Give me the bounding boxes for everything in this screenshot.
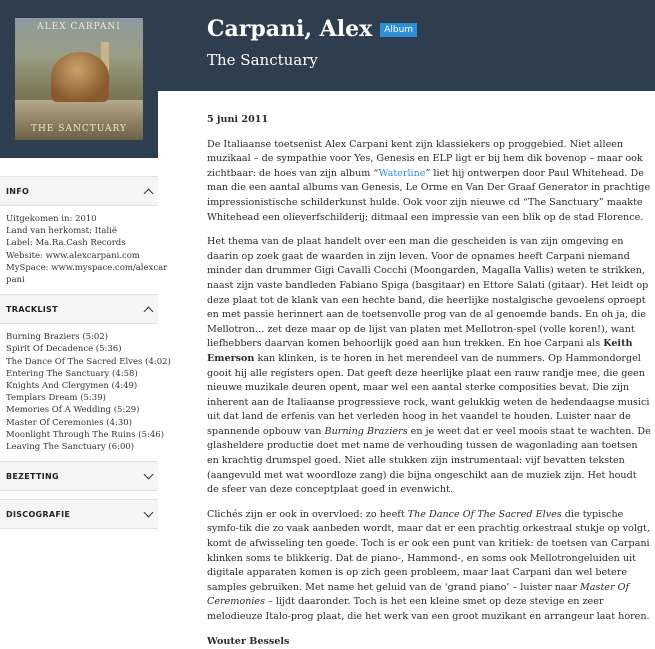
text-span: ” liet hij ontwerpen door Paul Whitehead. De man die een aantal albums van Genesis, Le Orme en Van Der Graaf Generator in prachtige impressionistische schilderkunst hulde. Ook voor zijn nieuwe cd “The Sanctuary” maakte Whitehead een olieverfschilderij; ditmaal een impressie van een blik op de stad Florence. (207, 167, 651, 223)
info-line: Label: Ma.Ra.Cash Records (6, 238, 126, 249)
tracklist-panel-header[interactable] (0, 294, 158, 324)
track-item: Spirit Of Decadence (5:36) (6, 344, 122, 355)
info-line: Land van herkomst: Italië (6, 226, 117, 237)
discografie-heading: DISCOGRAFIE (6, 509, 71, 519)
review-paragraph-1 (207, 138, 651, 226)
bezetting-heading: BEZETTING (6, 471, 59, 481)
sidebar (0, 176, 171, 529)
waterline-link[interactable]: Waterline (378, 167, 426, 179)
track-item: Master Of Ceremonies (4:30) (6, 417, 132, 428)
discografie-panel-header[interactable] (0, 499, 158, 529)
cover-artist-text: ALEX CARPANI (37, 22, 121, 32)
album-cover-frame (0, 0, 158, 158)
review-article (207, 113, 651, 649)
text-span: Clichés zijn er ook in overvloed: zo heeft (207, 508, 408, 520)
review-date: 5 juni 2011 (207, 114, 269, 125)
album-cover-image[interactable] (15, 18, 143, 140)
review-paragraph-2 (207, 235, 651, 498)
album-title: The Sanctuary (207, 51, 318, 69)
cover-album-text: THE SANCTUARY (31, 124, 127, 134)
text-span: – lijdt daaronder. Toch is het een kleine smet op deze stevige en zeer melodieuze Italo-prog plaat, die het werk van een groot muzikant en arrangeur laat horen. (207, 596, 650, 622)
album-badge[interactable]: Album (380, 23, 417, 37)
text-span: kan klinken, is te horen in het merendeel van de nummers. Op Hammondorgel gooit hij alle registers open. Dat geeft deze heerlijke plaat een rauw randje mee, die geen nieuwe muzikale deuren opent, maar wel een aantal sterke composities bevat. Die zijn inherent aan de Italiaanse progressieve rock, want gelukkig weten de hedendaagse musici uit dat land de erfenis van het verleden hoog in het vaandel te houden. Luister naar de spannende opbouw van (207, 352, 650, 437)
cover-dome (51, 52, 109, 102)
track-item: Moonlight Through The Ruins (5:46) (6, 429, 165, 440)
track-item: Knights And Clergymen (4:49) (6, 381, 138, 392)
info-myspace-link-cont[interactable]: pani (6, 275, 25, 286)
cover-city-ground (15, 100, 143, 140)
bold-name: Keith Emerson (207, 338, 633, 364)
track-item: Memories Of A Wedding (5:29) (6, 405, 140, 416)
track-item: Leaving The Sanctuary (6:00) (6, 442, 135, 453)
panel-gap (0, 491, 158, 499)
track-item: Burning Braziers (5:02) (6, 332, 109, 343)
italic-title: Burning Braziers (324, 425, 408, 437)
info-panel-body (0, 206, 168, 294)
bezetting-panel-header[interactable] (0, 461, 158, 491)
info-panel-header[interactable] (0, 176, 158, 206)
text-span: Het thema van de plaat handelt over een man die gescheiden is van zijn omgeving en daarin op zoek gaat de waarden in zijn leven. Voor de opnames heeft Carpani niemand minder dan drummer Gigi Cavalli Cocchi (Moongarden, Magalla Vallis) weten te strikken, naast zijn vaste bandleden Fabiano Spiga (basgitaar) en Ettore Salati (gitaar). Het leidt op deze plaat tot de klank van een hechte band, die heerlijke nostalgische gevoelens oproept en met passie herinnert aan de toetsenvolle prog van de al genoemde bands. En oh ja, die Mellotron… zet deze maar op de lijst van platen met Mellotron-spel (volle koren!), want liefhebbers daarvan komen behoorlijk goed aan hun trekken. En hoe Carpani als (207, 236, 649, 350)
page-title (207, 16, 417, 42)
chevron-up-icon[interactable] (144, 188, 154, 198)
text-span: die typische symfo-tik die zo vaak aanbeden wordt, maar dat er een prachtig orkestraal stukje op volgt, komt de afwisseling ten goede. Toch is er ook een punt van kritiek: de toetsen van Carpani klinken soms te blikkerig. Dat de piano-, Hammond-, en soms ook Mellotrongeluiden uit digitale apparaten komen is op zich geen probleem, maar laat Carpani dan wel betere samples gebruiken. Met name het geluid van de ‘grand piano’ – luister naar (207, 508, 650, 593)
chevron-up-icon[interactable] (144, 306, 154, 316)
info-heading: INFO (6, 186, 30, 196)
track-item: Templars Dream (5:39) (6, 393, 106, 404)
info-website-link[interactable]: Website: www.alexcarpani.com (6, 250, 140, 261)
review-paragraph-3 (207, 508, 651, 625)
text-span: De Italiaanse toetsenist Alex Carpani kent zijn klassiekers op proggebied. Niet alleen muzikaal – de sympathie voor Yes, Genesis en ELP ligt er bij hem dik bovenop – maar ook zichtbaar: de hoes van zijn album “ (207, 138, 643, 179)
artist-name: Carpani, Alex (207, 16, 373, 42)
tracklist-heading: TRACKLIST (6, 304, 58, 314)
info-line: Uitgekomen in: 2010 (6, 214, 97, 224)
chevron-down-icon[interactable] (144, 469, 154, 479)
track-item: Entering The Sanctuary (4:58) (6, 368, 138, 379)
track-item: The Dance Of The Sacred Elves (4:02) (6, 356, 171, 367)
text-span: en je weet dat er veel moois staat te wachten. De glasheldere productie doet met name de verhouding tussen de wagonlading aan toetsen en krachtig drumspel goed. Niet alle stukken zijn instrumentaal: vijf bevatten teksten (aangevuld met wat woordloze zang) die bijna ongeschikt aan de muziek zijn. Het houdt de sfeer van deze conceptplaat goed in evenwicht. (207, 425, 651, 496)
italic-title: The Dance Of The Sacred Elves (407, 508, 562, 520)
italic-title: Master Of Ceremonies (207, 581, 630, 608)
review-author: Wouter Bessels (207, 635, 290, 647)
tracklist-panel-body (0, 324, 171, 461)
info-myspace-link[interactable]: MySpace: www.myspace.com/alexcar (6, 262, 168, 273)
chevron-down-icon[interactable] (144, 507, 154, 517)
